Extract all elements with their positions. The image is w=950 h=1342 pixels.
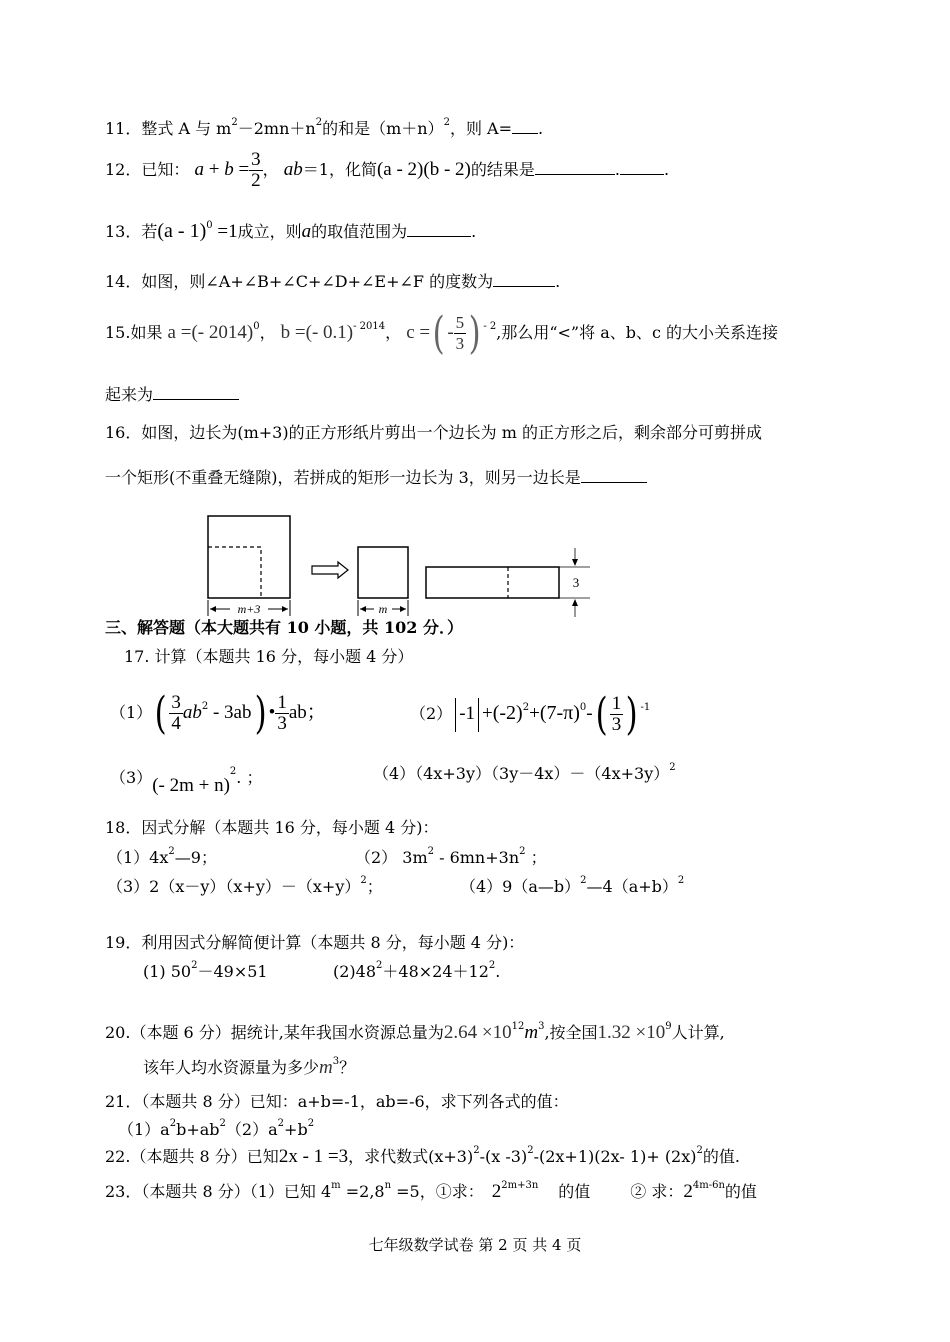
q23: 23．（本题共 8 分）（1）已知 $4^m =2,8^n =5$，①求： $2^{2m+3n}$ 的值 ② 求：$2^{4m-6n}$的值: [105, 1180, 757, 1202]
answer-blank[interactable]: [493, 270, 555, 287]
label-m: m: [378, 602, 388, 616]
q18-part2: （2） $3m^2 - 6mn+3n^2$ ；: [355, 846, 547, 867]
q21-parts: $(1)a^2b+ab^2(2)a^2+b^2$: [118, 1118, 315, 1139]
answer-blank[interactable]: [407, 220, 471, 237]
q17-title: 17. 计算（本题共 16 分，每小题 4 分）: [124, 647, 414, 666]
q18-part3: $(3)2(x-y)(x+y)-(x+y)^2$；: [107, 875, 383, 896]
q18-title: 18．因式分解（本题共 16 分，每小题 4 分)：: [105, 818, 439, 837]
q15-continued: 起来为: [105, 383, 239, 405]
big-square: [208, 516, 290, 598]
fraction-5-3: $\frac{5}{3}$: [455, 313, 465, 353]
page-footer: 七年级数学试卷 第 2 页 共 4 页: [368, 1236, 582, 1254]
q17-part2: （2） $-1 +(-2)^2+(7-\pi)^0-$( $\frac{1}{3}$ ) $^{-1}$: [410, 688, 651, 740]
q11: 11．整式 A 与 $m^2-2mn+n^2$的和是$(m+n)^2$，则 A= .: [105, 117, 544, 138]
label-m-plus-3: m+3: [237, 602, 261, 616]
q14: 14．如图，则∠A+∠B+∠C+∠D+∠E+∠F 的度数为 .: [105, 272, 561, 291]
q12: 12．已知： a + b = $\frac{3}{2}$ ， ab＝1，化简(a - 2)(b - 2)的结果是 . .: [105, 149, 670, 191]
answer-blank[interactable]: [153, 383, 239, 400]
q19-title: 19．利用因式分解简便计算（本题共 8 分，每小题 4 分)：: [105, 933, 525, 952]
square-figure: [190, 506, 610, 626]
q18-part4: $(4)9(a—b)^2—4(a+b)^2$: [460, 875, 685, 896]
answer-blank[interactable]: [535, 158, 615, 175]
rectangle: [426, 567, 559, 598]
answer-blank[interactable]: [512, 117, 538, 134]
q17-part1: （1）( $\frac{3}{4}$ $ab^2 - 3ab$) • $\frac{1}{3}$ ab；: [110, 687, 326, 739]
q18-part1: $(1)4x^2—9$；: [107, 846, 217, 867]
q15: 15.如果 a =(- 2014)$^0$， b =(- 0.1)$^{- 2014}$， c =( - $\frac{5}{3}$ ) $^{- 2}$,那么用“<”将 a、b、c 的大小关系连接: [105, 307, 779, 359]
q17-part3: （3）(- 2m + n)$^2$. ；: [110, 766, 263, 796]
small-square: [358, 547, 408, 598]
q21-title: 21．（本题共 8 分）已知：a+b=-1，ab=-6，求下列各式的值：: [105, 1092, 569, 1111]
label-3: 3: [572, 575, 580, 590]
q20-line2: 该年人均水资源量为多少$m^3$？: [143, 1056, 356, 1078]
q17-part4: $(4)(4x+3y)(3y-4x)-(4x+3y)^2$: [373, 762, 676, 783]
q16-line2: 一个矩形(不重叠无缝隙)，若拼成的矩形一边长为 3，则另一边长是: [105, 466, 647, 488]
fraction-3-2: $\frac{3}{2}$: [251, 149, 261, 191]
q19-part1: (1) $50^2-49\times 51$: [143, 960, 268, 981]
arrow-right-icon: [312, 562, 348, 578]
cut-line: [208, 547, 261, 598]
q20-line1: 20.（本题 6 分）据统计,某年我国水资源总量为$2.64 \times 10^{12}m^3$,按全国$1.32 \times 10^9$人计算,: [105, 1021, 725, 1043]
answer-blank[interactable]: [581, 466, 647, 483]
q13: 13．若(a - 1)$^0$ =1成立，则a的取值范围为 .: [105, 220, 477, 242]
q19-part2: $(2)48^2+48\times 24+12^2$.: [333, 960, 501, 981]
answer-blank[interactable]: [620, 158, 664, 175]
section-title: 三、解答题（本大题共有 10 小题，共 102 分．）: [105, 618, 463, 637]
q22: 22.（本题共 8 分）已知2x - 1 =3，求代数式$(x+3)^2-(x$ -3)$^2$-(2x+1)(2x- $1)+ (2x)^2$的值.: [105, 1145, 740, 1167]
q16-line1: 16．如图，边长为(m+3)的正方形纸片剪出一个边长为 m 的正方形之后，剩余部分可剪拼成: [105, 423, 762, 442]
